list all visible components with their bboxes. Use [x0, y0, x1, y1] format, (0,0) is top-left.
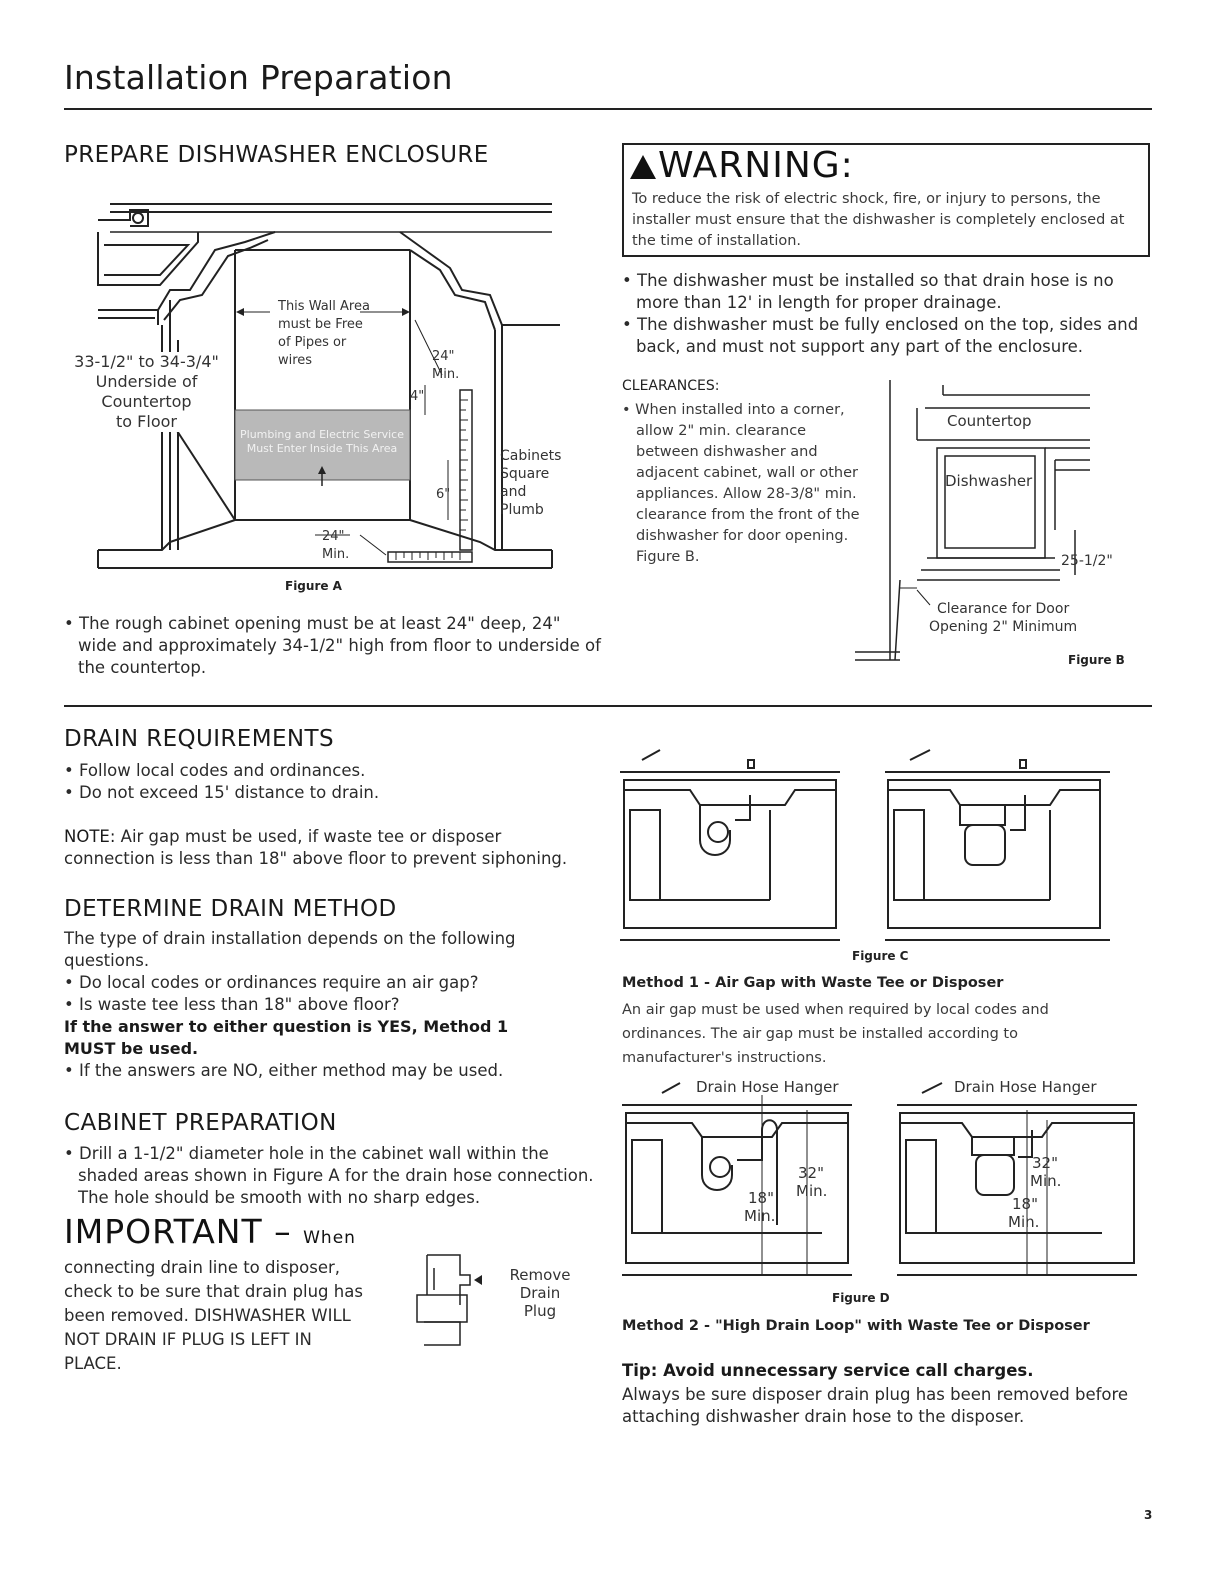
warning-title: WARNING:: [658, 145, 854, 186]
method1-title: Method 1 - Air Gap with Waste Tee or Disposer: [622, 975, 1004, 991]
fig-b-dishwasher: Dishwasher: [945, 472, 1033, 490]
cabinet-block: [64, 1143, 594, 1209]
fig-d-18-right: 18": [1012, 1195, 1038, 1213]
page-title: Installation Preparation: [64, 58, 453, 97]
figure-b-diagram: [855, 380, 1125, 670]
warning-box: [622, 143, 1150, 257]
figure-d-caption: Figure D: [832, 1291, 890, 1305]
figure-c-caption: Figure C: [852, 949, 909, 963]
drain-bullet-2: • Do not exceed 15' distance to drain.: [64, 782, 604, 804]
fig-a-wall-line2: must be Free: [278, 317, 363, 332]
page-number: 3: [1144, 1508, 1153, 1522]
rough-opening-bullet: • The rough cabinet opening must be at least 24" deep, 24" wide and approximately 34-1/2" high from floor to underside of the countertop.: [64, 613, 604, 679]
tip-title: Tip: Avoid unnecessary service call charges.: [622, 1361, 1034, 1380]
remove-label-2: Drain: [519, 1284, 561, 1302]
figure-a-caption: Figure A: [285, 579, 342, 593]
fig-a-cabinets-4: Plumb: [500, 502, 544, 518]
method1-text: An air gap must be used when required by local codes and ordinances. The air gap must be installed according to manufacturer's instructions.: [622, 1002, 1049, 1066]
remove-label-1: Remove: [509, 1266, 571, 1284]
fig-a-4: 4": [410, 389, 425, 404]
fig-d-32-min-right: Min.: [1030, 1172, 1062, 1190]
cabinet-text: • Drill a 1-1/2" diameter hole in the cabinet wall within the shaded areas shown in Figure A for the drain hose connection. The hole should be smooth with no sharp edges.: [64, 1143, 594, 1209]
section-rule: [64, 705, 1152, 707]
drain-heading: DRAIN REQUIREMENTS: [64, 726, 334, 752]
method-must: If the answer to either question is YES, Method 1 MUST be used.: [64, 1017, 509, 1058]
fig-d-18-min-left: Min.: [744, 1207, 776, 1225]
fig-a-cabinets-3: and: [500, 484, 527, 500]
fig-b-dim: 25-1/2": [1061, 553, 1113, 569]
method-question-2: • Is waste tee less than 18" above floor?: [64, 994, 544, 1016]
fig-d-18-left: 18": [748, 1189, 774, 1207]
fig-b-countertop: Countertop: [947, 412, 1032, 430]
tip-text: Always be sure disposer drain plug has been removed before attaching dishwasher drain hose to the disposer.: [622, 1385, 1129, 1426]
fig-a-height-line4: to Floor: [116, 412, 177, 431]
fig-a-wall-line1: This Wall Area: [278, 299, 370, 314]
warning-bullet-1: • The dishwasher must be installed so that drain hose is no more than 12' in length for proper drainage.: [622, 270, 1142, 314]
fig-a-min-bottom: Min.: [322, 547, 350, 562]
important-dash: –: [262, 1212, 304, 1251]
fig-d-32-right: 32": [1032, 1154, 1058, 1172]
fig-a-shaded-line2: Must Enter Inside This Area: [246, 442, 398, 455]
drain-note-text: Air gap must be used, if waste tee or disposer connection is less than 18" above floor to prevent siphoning.: [64, 827, 568, 868]
method-intro: The type of drain installation depends on the following questions.: [64, 929, 516, 970]
warning-bullet-2: • The dishwasher must be fully enclosed on the top, sides and back, and must not support any part of the enclosure.: [622, 314, 1142, 358]
method-question-1: • Do local codes or ordinances require an air gap?: [64, 972, 544, 994]
fig-d-hanger-left: Drain Hose Hanger: [696, 1078, 839, 1096]
warning-title-wrap: [630, 145, 854, 186]
figure-b-caption: Figure B: [1068, 653, 1125, 667]
drain-note: [64, 826, 594, 870]
fig-a-24-top: 24": [432, 349, 455, 364]
fig-a-24-bottom: 24": [322, 529, 345, 544]
warning-bullets: [622, 270, 1142, 358]
rough-opening-text: [64, 613, 604, 679]
clearances-text: • When installed into a corner, allow 2" min. clearance between dishwasher and adjacent cabinet, wall or other appliances. Allow 28-3/8" min. clearance from the front of the dishwasher for door opening. Figure B.: [622, 400, 864, 568]
enclosure-heading: PREPARE DISHWASHER ENCLOSURE: [64, 142, 489, 168]
clearances-heading: CLEARANCES:: [622, 378, 720, 394]
drain-bullets: [64, 760, 604, 804]
drain-note-label: NOTE:: [64, 827, 116, 846]
warning-text: To reduce the risk of electric shock, fire, or injury to persons, the installer must ensure that the dishwasher is completely enclosed at the time of installation.: [632, 191, 1125, 249]
clearances-text-wrap: [622, 400, 864, 568]
fig-a-min-top: Min.: [432, 367, 460, 382]
fig-b-clearance-2: Opening 2" Minimum: [929, 619, 1078, 635]
fig-d-32-min-left: Min.: [796, 1182, 828, 1200]
important-big: IMPORTANT: [64, 1212, 263, 1251]
fig-d-18-min-right: Min.: [1008, 1213, 1040, 1231]
fig-d-32-left: 32": [798, 1164, 824, 1182]
method-block: [64, 928, 544, 1082]
fig-a-height-line3: Countertop: [101, 392, 192, 411]
fig-a-height-label: [74, 352, 219, 432]
fig-a-height-line1: 33-1/2" to 34-3/4": [74, 352, 219, 371]
method2-title: Method 2 - "High Drain Loop" with Waste Tee or Disposer: [622, 1318, 1090, 1334]
cabinet-heading: CABINET PREPARATION: [64, 1110, 337, 1136]
fig-a-shaded-line1: Plumbing and Electric Service: [240, 428, 404, 441]
fig-a-cabinets-1: Cabinets: [500, 448, 562, 464]
disposer-plug-diagram: [412, 1250, 577, 1350]
important-title: [64, 1212, 356, 1251]
method-either: • If the answers are NO, either method may be used.: [64, 1060, 544, 1082]
fig-a-wall-line4: wires: [278, 353, 313, 368]
title-rule: [64, 108, 1152, 110]
figure-d-diagram: [622, 1075, 1142, 1310]
fig-b-clearance-1: Clearance for Door: [937, 601, 1070, 617]
warning-triangle-icon: [630, 155, 656, 179]
figure-c-diagram: [620, 750, 1115, 963]
important-text: connecting drain line to disposer, check to be sure that drain plug has been removed. DISHWASHER WILL NOT DRAIN IF PLUG IS LEFT IN PLACE.: [64, 1258, 363, 1373]
remove-label-3: Plug: [523, 1302, 557, 1320]
drain-bullet-1: • Follow local codes and ordinances.: [64, 760, 604, 782]
fig-a-cabinets-2: Square: [500, 466, 550, 482]
important-when: When: [303, 1228, 356, 1248]
fig-a-6: 6": [436, 487, 451, 502]
fig-d-hanger-right: Drain Hose Hanger: [954, 1078, 1097, 1096]
fig-a-wall-line3: of Pipes or: [278, 335, 347, 350]
method-heading: DETERMINE DRAIN METHOD: [64, 896, 397, 922]
fig-a-height-line2: Underside of: [95, 372, 198, 391]
